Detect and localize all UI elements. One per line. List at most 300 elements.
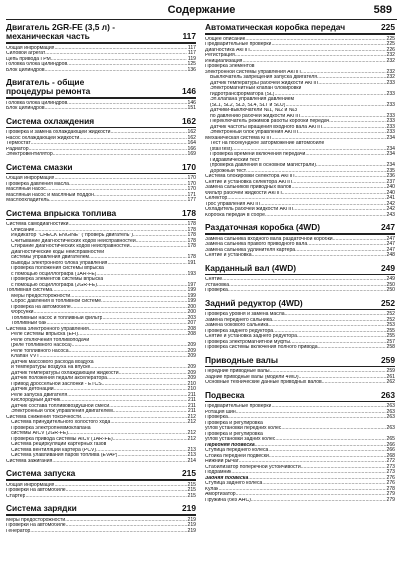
section-rule: [6, 479, 196, 481]
entry-page: 200: [187, 309, 196, 315]
entry-page: 211: [187, 391, 196, 398]
section-page: 162: [182, 115, 196, 126]
dot-leader: [49, 198, 186, 204]
entry-title: Цепь привода ГРМ: [6, 56, 51, 62]
entry-page: 166: [187, 145, 196, 152]
entry-page: 263: [386, 408, 395, 415]
entry-title: Датчик детонации: [11, 387, 54, 392]
toc-entry[interactable]: [6, 494, 196, 500]
entry-page: 212: [187, 435, 196, 442]
toc-entry[interactable]: [6, 152, 196, 158]
entry-page: 162: [187, 134, 196, 141]
entry-title: Выключатель запрещения запуска двигателя: [210, 75, 317, 80]
entry-page: 255: [386, 327, 395, 334]
dot-leader: [30, 529, 186, 535]
toc-entry[interactable]: [6, 68, 196, 74]
entry-page: 252: [386, 316, 395, 323]
entry-title: Снятие и установка заднего редуктора: [205, 334, 297, 339]
entry-title: с помощью осциллографа (1AR-FE): [11, 271, 97, 277]
entry-page: 258: [386, 344, 395, 350]
entry-page: 207: [187, 320, 196, 326]
entry-page: 199: [187, 287, 196, 293]
dot-leader: [45, 68, 187, 74]
entry-title: Радиатор: [6, 146, 29, 152]
toc-entry[interactable]: [205, 380, 395, 386]
entry-page: 177: [187, 197, 196, 203]
entry-title: Стабилизатор поперечной устойчивости: [205, 464, 301, 470]
entry-title: Проверка и регулировка: [205, 420, 263, 426]
toc-section: [205, 264, 395, 294]
dot-leader: [53, 152, 187, 158]
toc-section: [6, 117, 196, 158]
entry-page: 164: [187, 140, 196, 146]
entry-title: Система вентиляции картера (PCV): [11, 447, 97, 453]
entry-page: 210: [187, 380, 196, 387]
entry-page: 233: [386, 112, 395, 119]
entry-title: Насос охлаждающей жидкости: [6, 135, 80, 141]
toc-section: [6, 23, 196, 73]
toc-entry[interactable]: [205, 253, 395, 259]
entry-title: Снятие: [205, 277, 223, 282]
entry-page: 247: [386, 241, 395, 247]
entry-page: 219: [187, 522, 196, 528]
entry-page: 162: [187, 129, 196, 135]
entry-title: Топливная система: [6, 288, 53, 293]
section-rule: [205, 309, 395, 311]
entry-page: 273: [386, 463, 395, 470]
entry-page: 237: [386, 178, 395, 185]
entry-page: 255: [386, 333, 395, 339]
entry-title: и температуры воздуха на впуске: [11, 365, 91, 370]
entry-title: Датчики-выключатели №1, №2 и №3: [210, 108, 298, 113]
entry-page: 211: [187, 402, 196, 409]
section-rule: [205, 366, 395, 368]
entry-title: Проверка заднего редуктора: [205, 328, 274, 334]
section-title: Автоматическая коробка передач: [205, 22, 346, 32]
page-number: 589: [373, 4, 392, 16]
entry-page: 209: [187, 342, 196, 348]
section-page: 263: [381, 389, 395, 400]
section-page: 249: [381, 262, 395, 273]
entry-title: Система блокировки селектора АКПП: [205, 174, 295, 179]
entry-page: 169: [187, 151, 196, 157]
entry-page: 214: [187, 457, 196, 464]
entry-page: 262: [386, 379, 395, 385]
entry-page: 259: [386, 368, 395, 374]
entry-title: Общая информация: [6, 482, 55, 488]
entry-title: Блок цилиндров: [6, 106, 45, 111]
entry-title: Система самодиагностики: [6, 222, 69, 227]
toc-section: [205, 356, 395, 386]
entry-page: 247: [386, 235, 395, 242]
section-page: 252: [381, 297, 395, 308]
entry-page: 234: [386, 145, 395, 152]
entry-page: 241: [386, 195, 395, 201]
entry-title: Нижний рычаг: [205, 459, 239, 464]
entry-title: Основные технические данные приводных валов: [205, 380, 322, 385]
entry-title: (stall test): [210, 146, 233, 152]
dot-leader: [107, 261, 186, 267]
entry-title: Снятие и установка: [205, 253, 252, 258]
dot-leader: [242, 59, 385, 65]
entry-title: Термостат: [6, 141, 31, 146]
entry-page: 253: [386, 322, 395, 328]
entry-page: 170: [187, 186, 196, 192]
entry-title: Задняя подвеска: [205, 475, 249, 481]
toc-left-column: [6, 23, 196, 539]
entry-page: 261: [386, 373, 395, 380]
entry-title: Гидравлический тест: [210, 157, 260, 163]
entry-page: 211: [187, 408, 196, 414]
section-title: Система зарядки: [6, 503, 77, 513]
section-heading[interactable]: [205, 223, 395, 232]
entry-page: 199: [187, 298, 196, 304]
toc-section: [205, 223, 395, 259]
section-rule: [205, 33, 395, 35]
entry-title: Выводы электронного блока управления: [11, 260, 108, 266]
section-heading[interactable]: [6, 78, 196, 96]
toc-right-column: [205, 23, 395, 508]
entry-page: 125: [187, 61, 196, 67]
dot-leader: [285, 103, 385, 109]
entry-title: Топливный насос и топливный фильтр: [11, 315, 103, 321]
toc-entry[interactable]: [6, 459, 196, 465]
entry-page: 240: [386, 184, 395, 190]
entry-title: Коробка передач в сборе: [205, 212, 265, 218]
section-heading[interactable]: [6, 504, 196, 513]
entry-page: 249: [386, 276, 395, 282]
entry-title: Меры предосторожности: [11, 293, 71, 299]
entry-page: 252: [386, 311, 395, 317]
entry-title: Кулак: [205, 486, 219, 492]
section-rule: [6, 97, 196, 99]
section-title: Раздаточная коробка (4WD): [205, 222, 321, 232]
entry-page: 200: [187, 303, 196, 310]
dot-leader: [96, 272, 186, 278]
entry-title: Проверки на автомобиле: [6, 488, 66, 493]
dot-leader: [305, 152, 385, 158]
section-heading[interactable]: [6, 163, 196, 172]
entry-title: Проверка элементов: [205, 64, 255, 69]
entry-title: системы AICV (2GR-FE): [11, 431, 69, 436]
entry-title: Трос управления АКПП: [205, 201, 261, 207]
entry-page: 276: [386, 474, 395, 481]
entry-page: 212: [187, 419, 196, 425]
entry-page: 191: [187, 259, 196, 266]
entry-title: Проверка электромагнитной муфты: [205, 339, 291, 345]
entry-page: 233: [386, 101, 395, 108]
section-heading[interactable]: [205, 356, 395, 365]
entry-title: Подрамник: [205, 470, 232, 475]
section-page: 259: [381, 354, 395, 365]
entry-title: Замена переднего сальника: [205, 317, 272, 323]
section-title: Приводные валы: [205, 354, 279, 365]
section-heading[interactable]: [205, 391, 395, 400]
entry-title: Датчик частоты вращения входного вала АКПП: [210, 124, 323, 130]
section-rule: [6, 514, 196, 516]
entry-page: 213: [187, 452, 196, 458]
entry-title: Датчик температуры охлаждающей жидкости: [11, 370, 119, 376]
entry-title: Предварительные проверки: [205, 42, 272, 47]
entry-title: Общее описание: [205, 36, 246, 42]
entry-page: 117: [187, 44, 196, 51]
dot-leader: [25, 494, 186, 500]
entry-title: Ступица заднего колеса: [205, 481, 263, 486]
entry-title: Реле системы впрыска (EFI): [11, 332, 79, 337]
entry-title: углов установки передних колес: [205, 426, 282, 431]
entry-page: 226: [386, 46, 395, 53]
entry-title: Эл.клапана управления давлением: [210, 97, 295, 102]
section-title: Система охлаждения: [6, 115, 95, 126]
toc-section: [205, 299, 395, 351]
entry-title: Стирание диагностических кодов неисправностей: [11, 244, 130, 249]
entry-title: Головка блока цилиндров: [6, 62, 68, 67]
entry-title: электронной системы управления АКПП: [205, 69, 301, 75]
section-rule: [6, 173, 196, 175]
section-heading[interactable]: [205, 23, 395, 32]
entry-title: Ротация шин: [205, 409, 236, 415]
entry-page: 232: [386, 57, 395, 64]
section-rule: [6, 219, 196, 221]
entry-title: Замена сальника правого приводного вала: [205, 242, 308, 247]
entry-title: Дорожный тест: [210, 168, 247, 174]
entry-title: Предварительные проверки: [205, 404, 272, 409]
entry-page: 233: [386, 118, 395, 124]
entry-title: (реле топливного насоса): [11, 343, 72, 348]
section-title: Система смазки: [6, 161, 73, 172]
entry-page: 247: [386, 246, 395, 253]
entry-page: 232: [386, 74, 395, 80]
toc-entry[interactable]: [205, 498, 395, 504]
entry-page: 250: [386, 287, 395, 293]
entry-title: Охладитель рабочей жидкости АКПП: [205, 207, 294, 212]
entry-title: Проверка: [205, 288, 228, 293]
section-page: 225: [381, 22, 395, 32]
entry-title: Система рециркуляции картерных газов: [11, 442, 107, 447]
entry-title: Передняя подвеска: [205, 442, 255, 448]
entry-page: 268: [386, 452, 395, 459]
toc-entry[interactable]: [6, 106, 196, 112]
header-rule: [6, 19, 397, 20]
section-heading[interactable]: [6, 209, 196, 218]
toc-entry[interactable]: [205, 345, 395, 351]
dot-leader: [113, 437, 187, 443]
entry-title: Ступица переднего колеса: [205, 448, 269, 453]
dot-leader: [318, 81, 385, 87]
entry-title: Масляный насос: [6, 187, 46, 192]
entry-page: 210: [187, 386, 196, 392]
section-rule: [6, 42, 196, 44]
section-heading[interactable]: [6, 117, 196, 126]
entry-title: Датчик состава топливовоздушной смеси: [11, 403, 110, 409]
entry-title: Тест на посекундное заторможение автомобиле: [210, 141, 325, 146]
dot-leader: [45, 106, 187, 112]
toc-section: [6, 163, 196, 204]
entry-title: Переключатель режимов работы коробки передач: [210, 119, 330, 124]
entry-title: Система улавливания паров топлива (EVAP): [11, 453, 118, 458]
entry-page: 215: [187, 481, 196, 488]
section-title: Система запуска: [6, 468, 76, 478]
page-title: Содержание: [167, 4, 236, 16]
entry-title: Инициализация: [205, 58, 243, 64]
entry-title: Реле запуска двигателя: [11, 392, 68, 398]
entry-page: 263: [386, 425, 395, 431]
entry-title: Индикатор "CHECK ENGINE" ("проверь двигатель"): [11, 233, 133, 238]
dot-leader: [78, 332, 186, 338]
section-title: Двигатель 2GR-FE (3,5 л) - механическая часть: [6, 22, 115, 41]
dot-leader: [322, 380, 386, 386]
section-page: 247: [381, 222, 395, 232]
entry-title: Клапан VVT: [11, 354, 40, 359]
entry-page: 257: [386, 338, 395, 345]
entry-title: Установка: [205, 282, 230, 288]
entry-page: 248: [386, 252, 395, 258]
entry-title: системы управления двигателем: [11, 255, 90, 260]
entry-title: Привод дроссельной заслонки - ETCS: [11, 381, 102, 387]
section-heading[interactable]: [205, 299, 395, 308]
entry-title: Проверка элементов системы впрыска: [11, 277, 104, 282]
entry-title: Замена сальников приводных валов: [205, 185, 292, 190]
section-title: Двигатель - общие процедуры ремонта: [6, 77, 91, 96]
dot-leader: [252, 253, 386, 259]
entry-page: 266: [386, 447, 395, 453]
section-page: 178: [182, 207, 196, 218]
entry-page: 234: [386, 151, 395, 157]
section-title: Система впрыска топлива: [6, 207, 117, 218]
entry-title: Система снижения токсичности: [6, 414, 82, 420]
entry-page: 219: [187, 516, 196, 523]
entry-title: Меры предосторожности: [6, 517, 66, 523]
entry-title: Общая информация: [6, 176, 55, 181]
entry-title: Топливный бак: [11, 321, 47, 326]
entry-title: углов установки задних колес: [205, 437, 276, 442]
section-rule: [205, 274, 395, 276]
entry-title: Замена бокового сальника: [205, 323, 269, 328]
entry-page: 232: [386, 68, 395, 75]
entry-page: 199: [187, 292, 196, 299]
entry-title: Реле топливного насоса: [11, 348, 69, 354]
entry-page: 263: [386, 414, 395, 420]
entry-page: 178: [187, 237, 196, 244]
entry-page: 151: [187, 105, 196, 111]
entry-title: гидротрансформатора (SL): [210, 91, 275, 97]
entry-title: (проверка давления в основной магистрали): [210, 163, 316, 168]
dot-leader: [110, 420, 186, 426]
section-heading[interactable]: [6, 469, 196, 478]
entry-page: 178: [187, 226, 196, 233]
entry-title: Маслоохладитель: [6, 198, 50, 203]
toc-entry[interactable]: [205, 213, 395, 219]
entry-title: Реле отключения топливоподачи: [11, 337, 90, 343]
toc-section: [205, 23, 395, 218]
entry-title: Генератор: [6, 528, 31, 534]
entry-title: Проверка системы включения полного привода: [205, 345, 318, 350]
toc-entry[interactable]: [205, 288, 395, 294]
entry-title: Проверка: [205, 415, 228, 420]
section-page: 170: [182, 161, 196, 172]
entry-title: Амортизатор: [205, 492, 236, 497]
entry-page: 215: [187, 487, 196, 493]
entry-page: 234: [386, 134, 395, 141]
entry-page: 170: [187, 180, 196, 187]
dot-leader: [318, 345, 386, 351]
entry-page: 136: [187, 66, 196, 73]
toc-section: [6, 209, 196, 465]
entry-page: 235: [386, 167, 395, 174]
section-title: Задний редуктор (4WD): [205, 297, 303, 308]
section-heading[interactable]: [6, 23, 196, 41]
toc-entry[interactable]: [6, 529, 196, 535]
entry-title: Стойка передней подвески: [205, 453, 269, 459]
entry-page: 178: [187, 221, 196, 227]
entry-title: Система зажигания: [6, 458, 53, 464]
entry-title: Замена сальника входного вала раздаточной коробки: [205, 236, 333, 242]
entry-title: Считывание диагностических кодов неисправностей: [11, 238, 136, 244]
section-rule: [205, 233, 395, 235]
entry-page: 209: [187, 364, 196, 370]
entry-page: 225: [386, 35, 395, 42]
entry-title: Проверка времени включения передачи: [210, 152, 306, 157]
entry-page: 233: [386, 79, 395, 86]
dot-leader: [52, 459, 186, 465]
toc-section: [205, 391, 395, 504]
entry-page: 273: [386, 469, 395, 475]
toc-entry[interactable]: [6, 198, 196, 204]
dot-leader: [251, 498, 386, 504]
entry-title: Система электронного управления: [6, 326, 89, 332]
entry-title: Проверка электропневмоклапана: [11, 425, 91, 431]
entry-page: 236: [386, 173, 395, 179]
entry-page: 265: [386, 436, 395, 442]
entry-page: 234: [386, 162, 395, 168]
entry-page: 279: [386, 496, 395, 503]
entry-page: 250: [386, 281, 395, 288]
entry-page: 278: [386, 485, 395, 492]
section-title: Карданный вал (4WD): [205, 262, 297, 273]
entry-page: 276: [386, 480, 395, 486]
entry-page: 263: [386, 403, 395, 409]
entry-page: 208: [187, 331, 196, 337]
entry-page: 203: [187, 314, 196, 321]
entry-page: 178: [187, 243, 196, 249]
entry-title: по давлению рабочей жидкости АКПП: [210, 113, 301, 119]
entry-title: Проверка на автомобиле: [11, 304, 71, 310]
entry-title: Проверка уровня и замена масла: [205, 312, 285, 317]
entry-title: Электровентилятор: [6, 152, 53, 157]
entry-title: Силовой агрегат: [6, 51, 46, 56]
entry-page: 193: [187, 270, 196, 277]
entry-page: 243: [386, 211, 395, 218]
entry-page: 209: [187, 369, 196, 376]
toc-section: [6, 504, 196, 534]
entry-page: 213: [187, 446, 196, 453]
entry-title: Описание: [11, 227, 35, 233]
entry-title: Блок цилиндров: [6, 67, 45, 73]
entry-title: Электромагнитный клапан блокировки: [210, 86, 302, 91]
section-heading[interactable]: [205, 264, 395, 273]
entry-title: Головка блока цилиндров: [6, 100, 68, 106]
entry-title: Датчик температуры рабочей жидкости АКПП: [210, 80, 319, 86]
entry-title: Форсунки: [11, 310, 34, 315]
entry-title: Проверка и замена охлаждающей жидкости: [6, 130, 111, 135]
entry-title: с помощью осциллографа (2GR-FE): [11, 282, 97, 288]
entry-page: 242: [386, 206, 395, 212]
entry-page: 209: [187, 353, 196, 359]
entry-page: 215: [187, 492, 196, 499]
entry-page: 171: [187, 191, 196, 198]
section-rule: [6, 127, 196, 129]
entry-page: 178: [187, 254, 196, 260]
